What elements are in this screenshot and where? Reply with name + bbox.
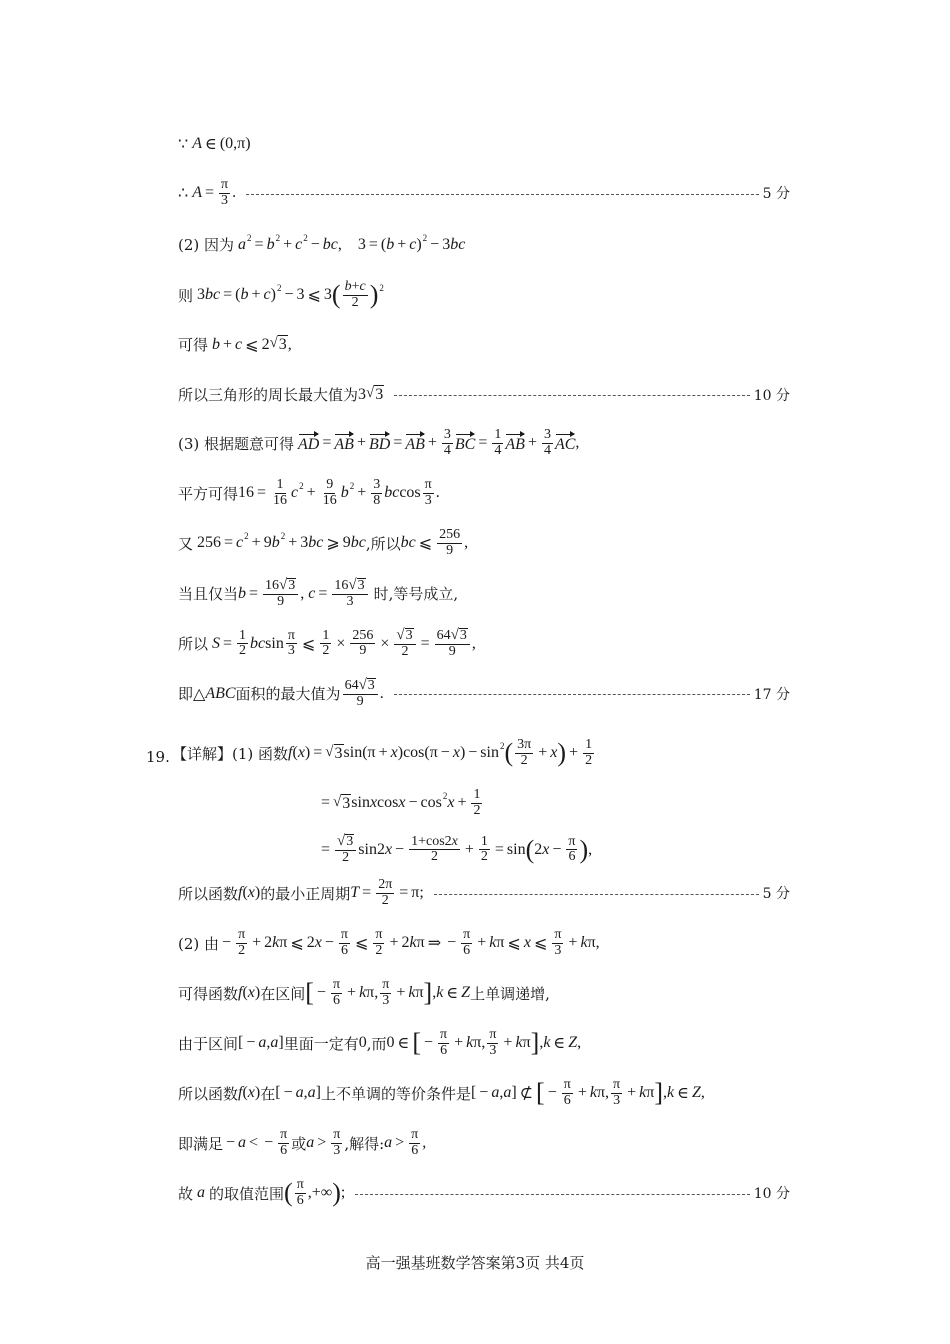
text: 的取值范围 [209,1184,285,1203]
dotted-leader [394,395,749,396]
text: 上不单调的等价条件是 [320,1084,471,1103]
text: 在 [260,1084,276,1103]
math-256: 256 = c 2 + 9 b 2 + 3 bc ⩾ 9 bc [193,531,366,553]
math-sum-bound: b + c ⩽ 2 √ 3 , [212,335,292,354]
text: (2) 由 [178,934,220,953]
text: ,而 [366,1034,387,1053]
math-cond2: a > $\frac{\pi}{3}$ [306,1127,341,1158]
dotted-leader [355,1194,749,1195]
dotted-leader [434,894,759,895]
math-interval-a: [ − a , a ] [275,1084,321,1102]
math-interval-a: [ − a , a ] [238,1034,284,1052]
score-label: 10 分 [753,387,790,404]
score-label: 5 分 [762,886,790,903]
line-area-max [178,678,790,709]
line-monotonic-derivation [178,928,790,958]
line-part3-vector [178,428,790,458]
text: 平方可得 [178,484,239,503]
math-fx: f ( x ) [238,984,261,1002]
text: ,所以 [365,534,401,553]
line-a-range [178,134,790,154]
math-zero: 0 [358,1034,367,1052]
math-area: S = $\frac{1}{2}$ bc sin $\frac{\pi}{3}$ ⩽ $\frac{1}{2}$ × $\frac{256}{9}$ × √ 3 2 = 64 √ 3 9 , [212,627,476,659]
math-solution: a > $\frac{\pi}{6}$ , [384,1127,427,1158]
text: 里面一定有 [283,1034,359,1053]
math-f-def: f ( x ) = √ 3 sin(π + x )cos(π − x ) − sin 2 ( $\frac{3\pi}{2}$ + x ) + $\frac{1}{2}$ [288,737,593,768]
math-perimeter: 3 √ 3 [358,385,384,403]
line-not-monotonic [178,1078,790,1108]
math-not-subset: [ − a , a ] ⊄ [ − $\frac{\pi}{6}$ + k π, $\frac{\pi}{3}$ + k π ] , k ∈ Z , [470,1077,705,1108]
math-f-step2: = √ 3 2 sin2 x − $\frac{1+\cos 2x}{2}$ + $\frac{1}{2}$ = sin ( 2 x − $\frac{\pi}{6}$ ) , [321,833,593,865]
math-inequality: 3 bc = ( b + c ) 2 − 3 ⩽ 3 ( $\frac{b+c}{2}$ ) 2 [193,279,384,310]
math-fx: f ( x ) [238,884,261,902]
question-number: 19. [146,748,170,766]
text: 即满足 [178,1134,224,1153]
line-q19-head [172,738,784,768]
text: 所以 [178,635,209,654]
text: 所以函数 [178,884,239,903]
text: 又 [178,534,194,553]
dotted-leader [394,694,750,695]
text: 故 [178,1184,194,1203]
math-f-step1: = √ 3 sin x cos x − cos 2 x + $\frac{1}{2}$ [321,787,481,818]
text: 当且仅当 [178,585,239,604]
math-a-range: ∵ A ∈ (0,π) [178,135,251,153]
math-a: a [197,1184,206,1202]
text: 时,等号成立, [373,585,459,604]
math-equality: b = 16 √ 3 9 , c = 16 √ 3 3 [238,578,374,609]
text: 所以函数 [178,1084,239,1103]
line-period [178,878,790,908]
line-inequality [178,280,790,310]
text: 可得函数 [178,984,239,1003]
text: 即 [178,685,194,704]
math-period: T = $\frac{2\pi}{2}$ = π; [350,877,424,908]
text: 在区间 [260,984,306,1003]
text: (2) 因为 [178,236,235,254]
text: 上单调递增, [470,984,550,1003]
line-f-step1 [318,788,930,818]
line-condition [178,1128,790,1158]
text: 由于区间 [178,1034,239,1053]
math-cosine-law: a 2 = b 2 + c 2 − bc , 3 = ( b + c ) 2 − 3 bc [238,232,466,253]
math-square: 16 = $\frac{1}{16}$ c 2 + $\frac{9}{16}$ b 2 + $\frac{3}{8}$ bc cos $\frac{\pi}{3}$ . [238,477,440,508]
math-fx: f ( x ) [238,1084,261,1102]
line-bc-bound [178,528,790,558]
line-equality [178,578,790,609]
line-range [178,1178,790,1208]
dotted-leader [246,194,759,195]
math-vector: AD = AB + BD = AB + $\frac{3}{4}$ BC = $\frac{1}{4}$ AB + $\frac{3}{4}$ AC , [298,427,580,458]
page-footer: 高一强基班数学答案第3页 共4页 [365,1254,585,1272]
text: 则 [178,286,194,305]
math-zero-in: 0 ∈ [ − $\frac{\pi}{6}$ + k π, $\frac{\pi}{3}$ + k π ] , k ∈ Z , [386,1027,582,1058]
line-square [178,478,790,508]
line-zero-in-interval [178,1028,790,1058]
line-f-step2 [318,834,930,865]
math-triangle: △ ABC [193,684,236,703]
line-increasing-interval [178,978,790,1008]
score-label: 10 分 [753,1186,790,1203]
text: 或 [291,1134,307,1153]
math-monotonic: − $\frac{\pi}{2}$ + 2 k π ⩽ 2 x − $\frac{\pi}{6}$ ⩽ $\frac{\pi}{2}$ + 2 k π ⇒ − $\frac{\pi}{6}$ + k π ⩽ x ⩽ $\frac{\pi}{3}$ + k π, [222,927,600,958]
line-sum-bound [178,334,790,355]
text: 所以三角形的周长最大值为 [178,386,359,404]
math-cond1: − a < − $\frac{\pi}{6}$ [226,1127,288,1158]
text: 面积的最大值为 [235,685,341,704]
score-label: 17 分 [753,686,790,703]
text: 可得 [178,336,209,354]
text: 的最小正周期 [260,884,351,903]
line-a-value [178,178,790,208]
line-perimeter-max [178,384,790,405]
math-a-value: ∴ A = $\frac{\pi}{3}$ . [178,177,237,208]
text: (3) 根据题意可得 [178,434,295,453]
line-part2-start [178,234,790,255]
math-range: ( $\frac{\pi}{6}$ ,+∞ ) ; [284,1177,346,1208]
math-bc: bc ⩽ $\frac{256}{9}$ , [400,527,469,558]
text: 【详解】(1) 函数 [172,744,289,763]
math-area-max: 64 √ 3 9 . [344,677,384,709]
math-interval: [ − $\frac{\pi}{6}$ + k π, $\frac{\pi}{3}$ + k π ] , k ∈ Z [305,977,471,1008]
score-label: 5 分 [762,186,790,203]
text: ,解得: [344,1134,385,1153]
line-area [178,628,790,659]
